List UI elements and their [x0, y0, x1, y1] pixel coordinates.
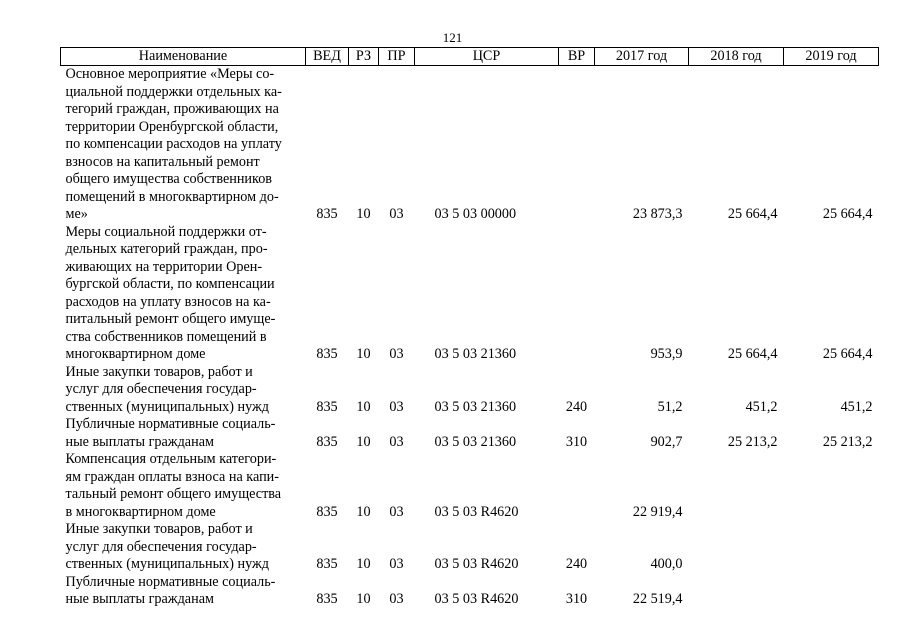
- cell-name: [61, 66, 306, 224]
- cell-2018: [689, 451, 784, 521]
- header-vr: ВР: [559, 48, 595, 66]
- name-line: общего имущества собственников: [65, 171, 272, 187]
- header-csr: ЦСР: [415, 48, 559, 66]
- cell-pr: 03: [389, 433, 404, 450]
- cell-ved: 835: [316, 398, 338, 415]
- header-2019: 2019 год: [784, 48, 879, 66]
- cell-rz: 10: [356, 433, 371, 450]
- cell-ved: 835: [316, 206, 338, 222]
- name-line: ные выплаты гражданам: [65, 433, 214, 450]
- name-line: ственных (муниципальных) нужд: [65, 398, 270, 415]
- cell-rz: 10: [356, 556, 371, 572]
- cell-2017: 902,7: [650, 433, 683, 450]
- cell-pr: 03: [389, 556, 404, 572]
- cell-2017: 22 519,4: [632, 591, 683, 607]
- cell-csr: 03 5 03 R4620: [434, 503, 519, 520]
- cell-pr: 03: [389, 503, 404, 520]
- cell-pr: 03: [389, 591, 404, 607]
- name-line: многоквартирном доме: [65, 346, 206, 362]
- cell-name: [61, 451, 306, 521]
- cell-2019: [784, 574, 879, 609]
- name-line: Иные закупки товаров, работ и: [65, 521, 253, 537]
- name-line: помещений в многоквартирном до-: [65, 188, 279, 205]
- cell-csr: 03 5 03 R4620: [434, 591, 519, 607]
- table-row: [61, 364, 879, 417]
- name-line: ме»: [65, 206, 88, 222]
- cell-2019: [784, 521, 879, 574]
- cell-ved: 835: [316, 591, 338, 607]
- name-line: Основное мероприятие «Меры со-: [65, 66, 275, 82]
- cell-rz: 10: [356, 503, 371, 520]
- cell-2019: 451,2: [840, 398, 873, 415]
- name-line: тегорий граждан, проживающих на: [65, 101, 279, 117]
- name-line: ные выплаты гражданам: [65, 591, 214, 607]
- name-line: Публичные нормативные социаль-: [65, 416, 276, 432]
- cell-pr: 03: [389, 398, 404, 415]
- cell-vr: 310: [565, 591, 588, 607]
- cell-vr: 240: [565, 398, 588, 415]
- cell-2017: 400,0: [650, 556, 683, 572]
- name-line: ям граждан оплаты взноса на капи-: [65, 468, 279, 485]
- cell-2017: 22 919,4: [632, 503, 683, 520]
- cell-name: [61, 364, 306, 417]
- name-line: тальный ремонт общего имущества: [65, 486, 282, 502]
- table-row: [61, 224, 879, 364]
- cell-ved: 835: [316, 346, 338, 362]
- cell-vr: [559, 66, 595, 224]
- cell-2018: [689, 574, 784, 609]
- table-row: [61, 66, 879, 224]
- cell-name: [61, 521, 306, 574]
- cell-name: [61, 416, 306, 451]
- cell-rz: 10: [356, 591, 371, 607]
- header-ved: ВЕД: [306, 48, 349, 66]
- cell-2017: 51,2: [657, 398, 683, 415]
- cell-csr: 03 5 03 R4620: [434, 556, 519, 572]
- cell-csr: 03 5 03 00000: [434, 206, 517, 222]
- name-line: живающих на территории Орен-: [65, 258, 263, 275]
- cell-2017: 953,9: [650, 346, 683, 362]
- table-row: [61, 574, 879, 609]
- header-name: Наименование: [61, 48, 306, 66]
- cell-csr: 03 5 03 21360: [434, 398, 517, 415]
- name-line: услуг для обеспечения государ-: [65, 538, 257, 555]
- cell-ved: 835: [316, 503, 338, 520]
- cell-vr: 310: [565, 433, 588, 450]
- name-line: по компенсации расходов на уплату: [65, 136, 282, 152]
- cell-vr: [559, 224, 595, 364]
- table-row: [61, 416, 879, 451]
- name-line: взносов на капитальный ремонт: [65, 153, 260, 170]
- cell-csr: 03 5 03 21360: [434, 433, 517, 450]
- name-line: территории Оренбургской области,: [65, 118, 279, 135]
- name-line: питальный ремонт общего имуще-: [65, 311, 276, 327]
- name-line: Компенсация отдельным категори-: [65, 451, 277, 467]
- cell-2019: 25 664,4: [822, 346, 873, 362]
- name-line: циальной поддержки отдельных ка-: [65, 83, 282, 100]
- cell-rz: 10: [356, 398, 371, 415]
- cell-2018: 451,2: [745, 398, 778, 415]
- header-2017: 2017 год: [595, 48, 689, 66]
- budget-table: [60, 47, 879, 609]
- name-line: в многоквартирном доме: [65, 503, 216, 520]
- cell-2019: [784, 451, 879, 521]
- header-pr: ПР: [379, 48, 415, 66]
- table-row: [61, 451, 879, 521]
- cell-vr: [559, 451, 595, 521]
- name-line: Публичные нормативные социаль-: [65, 573, 276, 590]
- header-rz: РЗ: [349, 48, 379, 66]
- table-header-row: [61, 48, 879, 66]
- name-line: Иные закупки товаров, работ и: [65, 363, 253, 380]
- name-line: расходов на уплату взносов на ка-: [65, 293, 271, 310]
- page-number: 121: [442, 30, 463, 45]
- cell-2018: [689, 521, 784, 574]
- name-line: услуг для обеспечения государ-: [65, 381, 257, 397]
- cell-name: [61, 574, 306, 609]
- name-line: бургской области, по компенсации: [65, 276, 275, 292]
- table-body: [61, 66, 879, 609]
- cell-vr: 240: [565, 556, 588, 572]
- cell-name: [61, 224, 306, 364]
- cell-2018: 25 664,4: [727, 346, 778, 362]
- cell-2019: 25 213,2: [822, 433, 873, 450]
- cell-2018: 25 664,4: [727, 206, 778, 222]
- cell-rz: 10: [356, 206, 371, 222]
- name-line: ственных (муниципальных) нужд: [65, 556, 270, 572]
- cell-ved: 835: [316, 433, 338, 450]
- name-line: дельных категорий граждан, про-: [65, 241, 268, 257]
- cell-ved: 835: [316, 556, 338, 572]
- cell-2018: 25 213,2: [727, 433, 778, 450]
- cell-csr: 03 5 03 21360: [434, 346, 517, 362]
- cell-2019: 25 664,4: [822, 206, 873, 222]
- cell-pr: 03: [389, 206, 404, 222]
- name-line: ства собственников помещений в: [65, 328, 267, 345]
- cell-rz: 10: [356, 346, 371, 362]
- name-line: Меры социальной поддержки от-: [65, 223, 267, 240]
- table-row: [61, 521, 879, 574]
- cell-2017: 23 873,3: [632, 206, 683, 222]
- cell-pr: 03: [389, 346, 404, 362]
- header-2018: 2018 год: [689, 48, 784, 66]
